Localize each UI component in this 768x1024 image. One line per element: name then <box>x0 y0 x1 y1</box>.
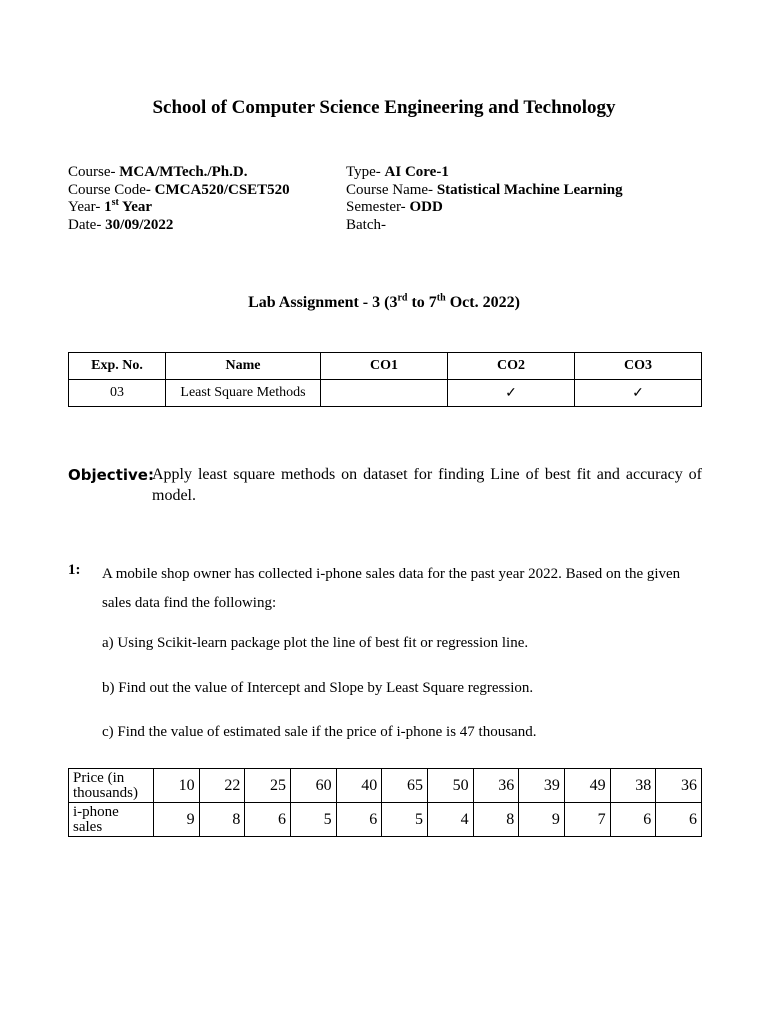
course-label: Course- <box>68 164 120 180</box>
price-cell: 39 <box>519 769 565 803</box>
price-cell: 10 <box>154 769 200 803</box>
co-header-exp-no: Exp. No. <box>69 353 166 380</box>
course-code-label: Course Code <box>68 181 146 198</box>
co-cell-name: Least Square Methods <box>166 380 321 407</box>
question-text: A mobile shop owner has collected i-phone sales data for the past year 2022. Based on the given sales data find the following: <box>102 566 681 611</box>
sales-cell: 7 <box>564 803 610 837</box>
lab-sup-rd: rd <box>397 292 408 304</box>
date-field <box>68 217 290 235</box>
type-field <box>346 164 623 182</box>
sales-cell: 9 <box>519 803 565 837</box>
sales-cell: 5 <box>290 803 336 837</box>
sales-data-table <box>68 768 702 837</box>
course-code-field <box>68 182 290 200</box>
sales-cell: 6 <box>610 803 656 837</box>
co-cell-exp-no: 03 <box>69 380 166 407</box>
type-label: Type- <box>346 164 385 180</box>
sales-cell: 5 <box>382 803 428 837</box>
co-header-co1: CO1 <box>321 353 448 380</box>
semester-label: Semester- <box>346 199 410 215</box>
lab-mid: to 7 <box>407 294 437 311</box>
price-cell: 38 <box>610 769 656 803</box>
price-row-label: Price (in thousands) <box>69 769 154 803</box>
price-cell: 36 <box>473 769 519 803</box>
course-value: MCA/MTech./Ph.D. <box>119 164 248 180</box>
co-table-header-row <box>69 353 702 380</box>
sales-cell: 6 <box>245 803 291 837</box>
sales-cell: 6 <box>656 803 702 837</box>
course-info-left <box>68 164 290 234</box>
year-field <box>68 199 290 217</box>
lab-prefix: Lab Assignment - 3 (3 <box>248 294 398 311</box>
batch-label: Batch- <box>346 216 386 233</box>
question-item-c: c) Find the value of estimated sale if the price of i-phone is 47 thousand. <box>102 724 537 740</box>
sales-cell: 8 <box>473 803 519 837</box>
batch-field <box>346 217 623 235</box>
co-header-name: Name <box>166 353 321 380</box>
price-cell: 50 <box>427 769 473 803</box>
course-field <box>68 164 290 182</box>
co-table-row <box>69 380 702 407</box>
co-cell-co2-check-icon: ✓ <box>448 380 575 407</box>
co-header-co3: CO3 <box>575 353 702 380</box>
question-item-a: a) Using Scikit-learn package plot the line of best fit or regression line. <box>102 635 529 651</box>
lab-suffix: Oct. 2022) <box>445 294 520 311</box>
year-ordinal: st <box>111 197 119 208</box>
price-row <box>69 769 702 803</box>
sales-cell: 9 <box>154 803 200 837</box>
date-value: 30/09/2022 <box>105 216 174 233</box>
course-info-right <box>346 164 623 234</box>
year-number: 1 <box>104 199 112 215</box>
objective-section <box>68 464 702 506</box>
objective-text: Apply least square methods on dataset for finding Line of best fit and accuracy of model. <box>152 466 702 504</box>
date-label: Date- <box>68 216 106 233</box>
sales-row <box>69 803 702 837</box>
course-name-label: Course Name- <box>346 181 437 198</box>
price-cell: 65 <box>382 769 428 803</box>
course-name-value: Statistical Machine Learning <box>436 181 623 198</box>
course-outcome-table <box>68 352 702 407</box>
course-name-field <box>346 182 623 200</box>
semester-value: ODD <box>409 199 443 215</box>
course-code-value: - CMCA520/CSET520 <box>145 181 290 198</box>
year-suffix: Year <box>118 199 153 215</box>
co-cell-co1 <box>321 380 448 407</box>
price-cell: 36 <box>656 769 702 803</box>
price-cell: 40 <box>336 769 382 803</box>
lab-sup-th: th <box>436 292 446 304</box>
objective-label: Objective: <box>68 466 154 484</box>
semester-field <box>346 199 623 217</box>
lab-assignment-heading <box>0 294 768 312</box>
price-cell: 49 <box>564 769 610 803</box>
question-item-b: b) Find out the value of Intercept and Slope by Least Square regression. <box>102 680 534 696</box>
question-number: 1: <box>68 562 81 578</box>
sales-cell: 4 <box>427 803 473 837</box>
co-header-co2: CO2 <box>448 353 575 380</box>
co-cell-co3-check-icon: ✓ <box>575 380 702 407</box>
price-cell: 60 <box>290 769 336 803</box>
sales-row-label: i-phone sales <box>69 803 154 837</box>
sales-cell: 8 <box>199 803 245 837</box>
year-label: Year- <box>68 199 105 215</box>
year-value <box>104 199 152 215</box>
type-value: AI Core-1 <box>384 164 449 180</box>
sales-cell: 6 <box>336 803 382 837</box>
price-cell: 25 <box>245 769 291 803</box>
page-title: School of Computer Science Engineering and Technology <box>152 97 616 118</box>
price-cell: 22 <box>199 769 245 803</box>
